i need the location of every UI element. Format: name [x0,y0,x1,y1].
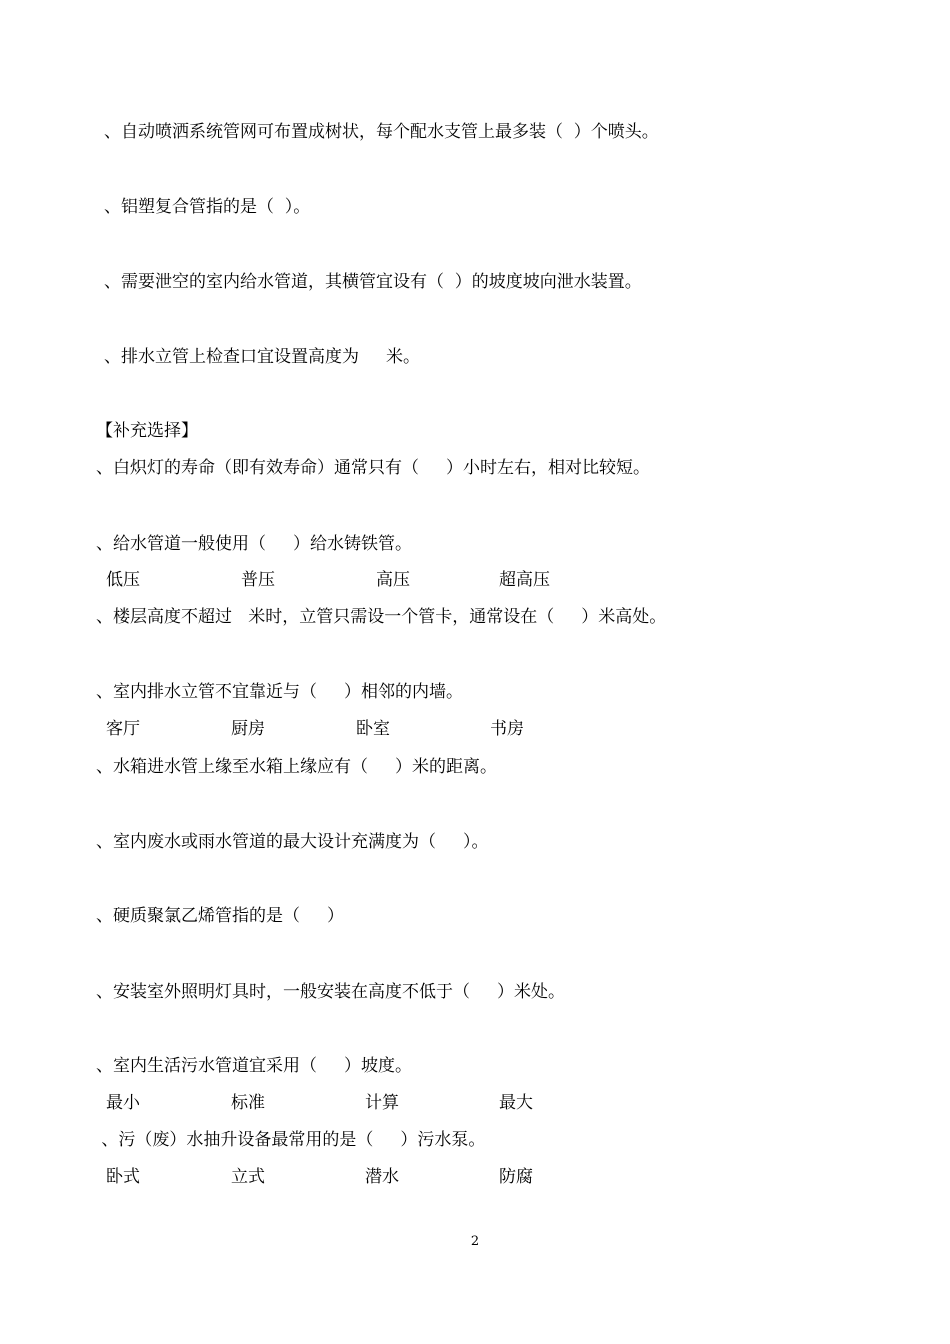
q4-option-d: 书房 [490,719,524,739]
q9-option-c: 计算 [365,1093,399,1113]
q10-option-c: 潜水 [365,1167,399,1187]
supplement-q2: 、给水管道一般使用（ ）给水铸铁管。 [96,534,413,554]
supplement-q9: 、室内生活污水管道宜采用（ ）坡度。 [96,1056,413,1076]
section-heading: 【补充选择】 [96,421,198,441]
q10-option-b: 立式 [231,1167,265,1187]
supplement-q3: 、楼层高度不超过 米时，立管只需设一个管卡，通常设在（ ）米高处。 [96,607,667,627]
q2-option-a: 低压 [106,570,140,590]
q2-option-c: 高压 [376,570,410,590]
question-inspection-port: 、排水立管上检查口宜设置高度为 米。 [104,347,421,367]
q4-option-b: 厨房 [231,719,265,739]
supplement-q7: 、硬质聚氯乙烯管指的是（ ） [96,906,345,926]
question-aluminum-plastic-pipe: 、铝塑复合管指的是（ ）。 [104,197,311,217]
q10-option-a: 卧式 [106,1167,140,1187]
supplement-q8: 、安装室外照明灯具时，一般安装在高度不低于（ ）米处。 [96,982,566,1002]
supplement-q5: 、水箱进水管上缘至水箱上缘应有（ ）米的距离。 [96,757,498,777]
question-sprinkler: 、自动喷洒系统管网可布置成树状，每个配水支管上最多装（ ）个喷头。 [104,122,659,142]
page-number: 2 [470,1234,480,1249]
supplement-q4: 、室内排水立管不宜靠近与（ ）相邻的内墙。 [96,682,464,702]
q4-option-c: 卧室 [356,719,390,739]
q4-option-a: 客厅 [106,719,140,739]
question-drain-slope: 、需要泄空的室内给水管道，其横管宜设有（ ）的坡度坡向泄水装置。 [104,272,642,292]
supplement-q1: 、白炽灯的寿命（即有效寿命）通常只有（ ）小时左右，相对比较短。 [96,458,651,478]
q9-option-b: 标准 [231,1093,265,1113]
supplement-q10: 、污（废）水抽升设备最常用的是（ ）污水泵。 [96,1130,486,1150]
q9-option-d: 最大 [499,1093,533,1113]
supplement-q6: 、室内废水或雨水管道的最大设计充满度为（ ）。 [96,832,489,852]
q2-option-b: 普压 [241,570,275,590]
q10-option-d: 防腐 [499,1167,533,1187]
q2-option-d: 超高压 [499,570,550,590]
q9-option-a: 最小 [106,1093,140,1113]
